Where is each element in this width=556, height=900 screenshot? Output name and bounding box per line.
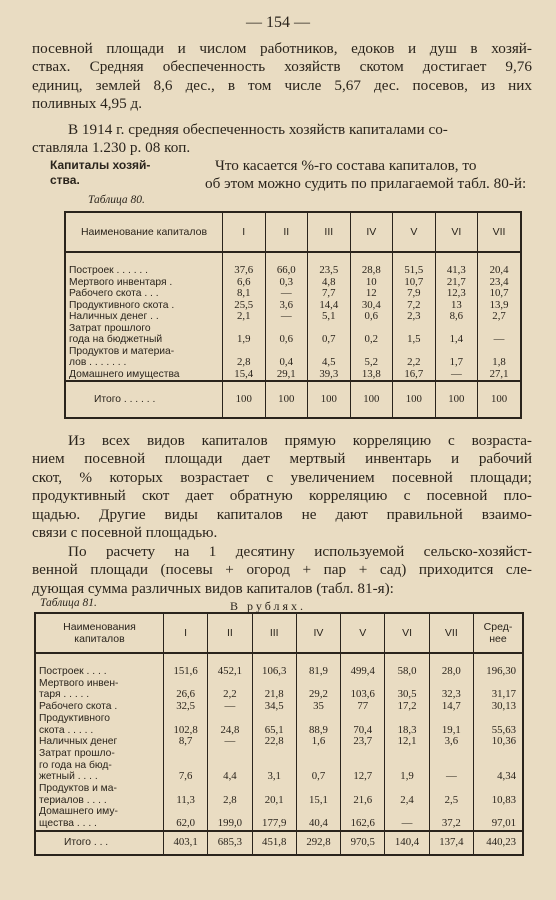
table-cell: 1,4 xyxy=(435,334,478,346)
table-cell: 34,5 xyxy=(252,701,296,713)
total-cell: 100 xyxy=(478,381,521,418)
table-cell: 39,3 xyxy=(308,369,351,382)
row-label: Наличных денег . . xyxy=(65,311,223,323)
table-cell: 13,9 xyxy=(478,300,521,312)
header-label: Наименования капиталов xyxy=(35,613,164,653)
table-cell: 29,1 xyxy=(265,369,308,382)
table-cell: — xyxy=(265,288,308,300)
total-cell: 100 xyxy=(435,381,478,418)
table-cell: 1,7 xyxy=(435,357,478,369)
text-line: По расчету на 1 десятину используемой сельско-хозяйст- xyxy=(68,543,532,560)
table-cell: 7,6 xyxy=(164,771,208,783)
row-label: Наличных денег xyxy=(35,736,164,748)
table-cell: 32,3 xyxy=(429,689,473,701)
table-cell: 1,6 xyxy=(296,736,340,748)
table-cell xyxy=(296,748,340,760)
total-cell: 140,4 xyxy=(385,831,429,855)
table-cell: 10,7 xyxy=(478,288,521,300)
table-cell xyxy=(164,713,208,725)
table-cell: 16,7 xyxy=(393,369,436,382)
column-header: V xyxy=(341,613,385,653)
table-cell: 103,6 xyxy=(341,689,385,701)
column-header: I xyxy=(164,613,208,653)
table-cell: 20,4 xyxy=(478,252,521,277)
table-cell: 2,5 xyxy=(429,795,473,807)
table-cell: 41,3 xyxy=(435,252,478,277)
table-cell: 15,1 xyxy=(296,795,340,807)
table-row xyxy=(35,818,523,831)
column-header: VI xyxy=(435,212,478,252)
table-cell xyxy=(474,713,524,725)
total-cell: 137,4 xyxy=(429,831,473,855)
table-cell: 452,1 xyxy=(208,653,252,678)
table-row xyxy=(65,357,521,369)
table-cell: 70,4 xyxy=(341,725,385,737)
table-cell: 13,8 xyxy=(350,369,393,382)
text-line: единиц, землей 8,6 дес., в том числе 5,67 дес. посевов, из них xyxy=(32,76,532,94)
table-cell: 0,3 xyxy=(265,277,308,289)
row-label: года на бюджетный xyxy=(65,334,223,346)
table-row xyxy=(35,701,523,713)
table-cell: 24,8 xyxy=(208,725,252,737)
table-cell: 151,6 xyxy=(164,653,208,678)
table-cell: 162,6 xyxy=(341,818,385,831)
table-cell: 23,5 xyxy=(308,252,351,277)
text-line: Из всех видов капиталов прямую корреляцию с возраста- xyxy=(68,432,532,449)
table-cell: 10,7 xyxy=(393,277,436,289)
table-cell: 3,6 xyxy=(265,300,308,312)
total-cell: 100 xyxy=(350,381,393,418)
table-cell: 37,6 xyxy=(223,252,266,277)
table-cell: 499,4 xyxy=(341,653,385,678)
column-header: VII xyxy=(429,613,473,653)
table-cell: 12 xyxy=(350,288,393,300)
table-cell: 7,7 xyxy=(308,288,351,300)
table-cell: 3,6 xyxy=(429,736,473,748)
row-label: Мертвого инвен- xyxy=(35,678,164,690)
table-cell: 88,9 xyxy=(296,725,340,737)
table-80 xyxy=(64,211,522,419)
row-label: Построек . . . . . . xyxy=(65,252,223,277)
table-cell: 1,9 xyxy=(385,771,429,783)
row-label: го года на бюд- xyxy=(35,760,164,772)
table-cell: 4,4 xyxy=(208,771,252,783)
table-cell: 20,1 xyxy=(252,795,296,807)
total-cell: 100 xyxy=(308,381,351,418)
table-cell: 5,2 xyxy=(350,357,393,369)
table-row xyxy=(35,736,523,748)
table-cell: 2,8 xyxy=(208,795,252,807)
table-cell: 4,34 xyxy=(474,771,524,783)
table-cell: 0,7 xyxy=(308,334,351,346)
table-cell: 2,3 xyxy=(393,311,436,323)
table-row xyxy=(35,771,523,783)
text-line: посевной площади и числом работников, едоков и душ в хозяй- xyxy=(32,40,532,57)
table-row xyxy=(35,713,523,725)
column-header: II xyxy=(208,613,252,653)
table-cell: 32,5 xyxy=(164,701,208,713)
table-cell: 58,0 xyxy=(385,653,429,678)
row-label: Продуктивного xyxy=(35,713,164,725)
table-81 xyxy=(34,612,524,856)
row-label: Продуктов и ма- xyxy=(35,783,164,795)
column-header: II xyxy=(265,212,308,252)
table-81-caption: Таблица 81. xyxy=(40,597,97,609)
row-label: лов . . . . . . . xyxy=(65,357,223,369)
table-cell: 10 xyxy=(350,277,393,289)
table-cell: — xyxy=(385,818,429,831)
column-header: I xyxy=(223,212,266,252)
table-cell: 62,0 xyxy=(164,818,208,831)
table-81-units: В рублях. xyxy=(230,599,307,613)
table-cell: 30,5 xyxy=(385,689,429,701)
column-header: V xyxy=(393,212,436,252)
table-row xyxy=(35,748,523,760)
text-line: продуктивный скот дает обратную корреляцию с посевной пло- xyxy=(32,487,532,505)
row-label: скота . . . . . xyxy=(35,725,164,737)
table-cell: 10,83 xyxy=(474,795,524,807)
total-cell: 100 xyxy=(265,381,308,418)
total-label: Итого . . . xyxy=(35,831,164,855)
table-row xyxy=(65,311,521,323)
row-label: Рабочего скота . . . xyxy=(65,288,223,300)
text-line: скот, % которых возрастает с увеличением посевной площади; xyxy=(32,468,532,486)
total-label: Итого . . . . . . xyxy=(65,381,223,418)
table-cell: 8,1 xyxy=(223,288,266,300)
table-cell: 8,7 xyxy=(164,736,208,748)
table-cell: 2,2 xyxy=(393,357,436,369)
header-label: Наименование капиталов xyxy=(65,212,223,252)
total-cell: 292,8 xyxy=(296,831,340,855)
text-line: поливных 4,95 д. xyxy=(32,95,143,113)
table-cell xyxy=(208,783,252,795)
table-row xyxy=(35,653,523,678)
table-cell: 51,5 xyxy=(393,252,436,277)
table-cell: 66,0 xyxy=(265,252,308,277)
table-cell: 28,0 xyxy=(429,653,473,678)
table-cell: 1,9 xyxy=(223,334,266,346)
table-row xyxy=(65,288,521,300)
table-cell xyxy=(208,748,252,760)
table-cell: 77 xyxy=(341,701,385,713)
table-cell xyxy=(474,783,524,795)
row-label: Затрат прошло- xyxy=(35,748,164,760)
row-label: Продуктивного скота . xyxy=(65,300,223,312)
table-cell: 2,4 xyxy=(385,795,429,807)
column-header: VI xyxy=(385,613,429,653)
table-cell: 40,4 xyxy=(296,818,340,831)
table-cell: 12,7 xyxy=(341,771,385,783)
row-label: таря . . . . . xyxy=(35,689,164,701)
total-cell: 451,8 xyxy=(252,831,296,855)
column-header: VII xyxy=(478,212,521,252)
row-label: жетный . . . . xyxy=(35,771,164,783)
total-cell: 440,23 xyxy=(474,831,524,855)
text-line: Что касается %-го состава капиталов, то xyxy=(215,157,477,174)
table-cell: 2,2 xyxy=(208,689,252,701)
table-cell: — xyxy=(478,334,521,346)
column-header: Сред-нее xyxy=(474,613,524,653)
paragraph-5 xyxy=(32,543,532,598)
table-header-row xyxy=(35,613,523,653)
paragraph-3 xyxy=(205,157,526,193)
table-cell: 8,6 xyxy=(435,311,478,323)
total-cell: 403,1 xyxy=(164,831,208,855)
table-row xyxy=(35,795,523,807)
table-cell: — xyxy=(208,736,252,748)
row-label: Затрат прошлого xyxy=(65,323,223,335)
table-80-caption: Таблица 80. xyxy=(88,194,145,206)
table-cell: 21,6 xyxy=(341,795,385,807)
row-label: Домашнего имущества xyxy=(65,369,223,382)
text-line: связи с посевной площадью. xyxy=(32,524,218,542)
table-cell: 30,13 xyxy=(474,701,524,713)
table-cell: 3,1 xyxy=(252,771,296,783)
table-cell: 81,9 xyxy=(296,653,340,678)
text-line: щадью. Другие виды капиталов не дают правильной взаимо- xyxy=(32,505,532,523)
table-cell xyxy=(385,713,429,725)
row-label: териалов . . . . xyxy=(35,795,164,807)
table-cell xyxy=(208,713,252,725)
table-cell xyxy=(474,748,524,760)
table-cell xyxy=(341,748,385,760)
row-label: Домашнего иму- xyxy=(35,806,164,818)
row-label: Продуктов и материа- xyxy=(65,346,223,358)
table-cell: 6,6 xyxy=(223,277,266,289)
table-cell: 199,0 xyxy=(208,818,252,831)
table-cell: 7,2 xyxy=(393,300,436,312)
table-cell: 27,1 xyxy=(478,369,521,382)
paragraph-4 xyxy=(32,432,532,542)
table-cell: 29,2 xyxy=(296,689,340,701)
table-cell: 21,8 xyxy=(252,689,296,701)
table-cell xyxy=(164,783,208,795)
table-cell: 28,8 xyxy=(350,252,393,277)
text-line: дующая сумма различных видов капиталов (табл. 81-я): xyxy=(32,579,394,597)
table-cell: 0,4 xyxy=(265,357,308,369)
table-cell: — xyxy=(435,369,478,382)
table-cell xyxy=(252,748,296,760)
table-cell: 55,63 xyxy=(474,725,524,737)
table-cell: 0,2 xyxy=(350,334,393,346)
row-label: Построек . . . . xyxy=(35,653,164,678)
table-cell: 37,2 xyxy=(429,818,473,831)
total-row xyxy=(65,381,521,418)
column-header: III xyxy=(308,212,351,252)
table-row xyxy=(65,334,521,346)
table-cell: 2,7 xyxy=(478,311,521,323)
table-cell: 4,8 xyxy=(308,277,351,289)
margin-note xyxy=(50,158,190,188)
table-cell: — xyxy=(265,311,308,323)
table-row xyxy=(65,369,521,382)
table-cell: 5,1 xyxy=(308,311,351,323)
text-line: ствах. Средняя обеспеченность хозяйств скотом достигает 9,76 xyxy=(32,58,532,76)
table-cell: 15,4 xyxy=(223,369,266,382)
total-row xyxy=(35,831,523,855)
table-cell: 7,9 xyxy=(393,288,436,300)
text-line: ставляла 1.230 р. 08 коп. xyxy=(32,139,191,157)
table-cell xyxy=(429,713,473,725)
text-line: об этом можно судить по прилагаемой табл. 80-й: xyxy=(205,175,527,192)
table-cell xyxy=(296,713,340,725)
table-cell: 13 xyxy=(435,300,478,312)
table-cell: 12,3 xyxy=(435,288,478,300)
row-label: Рабочего скота . xyxy=(35,701,164,713)
table-cell: 25,5 xyxy=(223,300,266,312)
table-cell: 0,6 xyxy=(265,334,308,346)
total-cell: 100 xyxy=(393,381,436,418)
table-cell: 0,6 xyxy=(350,311,393,323)
text-line: В 1914 г. средняя обеспеченность хозяйств капиталами со- xyxy=(68,121,448,138)
table-cell: 14,4 xyxy=(308,300,351,312)
table-cell: 177,9 xyxy=(252,818,296,831)
table-cell: 4,5 xyxy=(308,357,351,369)
column-header: IV xyxy=(350,212,393,252)
table-cell: 10,36 xyxy=(474,736,524,748)
table-cell: 1,8 xyxy=(478,357,521,369)
table-cell: 2,1 xyxy=(223,311,266,323)
page-number: — 154 — xyxy=(246,14,310,31)
table-cell: 22,8 xyxy=(252,736,296,748)
table-cell: 35 xyxy=(296,701,340,713)
paragraph-2 xyxy=(32,121,532,158)
table-cell xyxy=(385,748,429,760)
text-line: венной площади (посевы + огород + пар + сад) приходится сле- xyxy=(32,561,532,579)
table-cell: 23,7 xyxy=(341,736,385,748)
column-header: IV xyxy=(296,613,340,653)
total-cell: 685,3 xyxy=(208,831,252,855)
total-cell: 100 xyxy=(223,381,266,418)
table-cell xyxy=(252,713,296,725)
table-cell: 21,7 xyxy=(435,277,478,289)
table-cell: 2,8 xyxy=(223,357,266,369)
table-cell: 11,3 xyxy=(164,795,208,807)
table-cell xyxy=(429,783,473,795)
column-header: III xyxy=(252,613,296,653)
table-cell xyxy=(296,783,340,795)
table-cell xyxy=(385,783,429,795)
margin-note-line: ства. xyxy=(50,173,80,187)
table-cell xyxy=(341,713,385,725)
row-label: щества . . . . xyxy=(35,818,164,831)
paragraph-1 xyxy=(32,40,532,114)
text-line: нием посевной площади дает мертвый инвентарь и рабочий xyxy=(32,450,532,468)
table-cell: 65,1 xyxy=(252,725,296,737)
table-cell: — xyxy=(429,771,473,783)
table-cell: 12,1 xyxy=(385,736,429,748)
table-cell: 30,4 xyxy=(350,300,393,312)
table-header-row xyxy=(65,212,521,252)
table-row xyxy=(35,783,523,795)
table-cell: 31,17 xyxy=(474,689,524,701)
table-cell: 1,5 xyxy=(393,334,436,346)
table-cell: 19,1 xyxy=(429,725,473,737)
table-cell: 17,2 xyxy=(385,701,429,713)
table-cell xyxy=(429,748,473,760)
table-cell: 106,3 xyxy=(252,653,296,678)
table-cell: 23,4 xyxy=(478,277,521,289)
margin-note-line: Капиталы хозяй- xyxy=(50,158,151,172)
table-row xyxy=(65,252,521,277)
table-cell: 102,8 xyxy=(164,725,208,737)
total-cell: 970,5 xyxy=(341,831,385,855)
row-label: Мертвого инвентаря . xyxy=(65,277,223,289)
table-cell xyxy=(341,783,385,795)
table-cell: 97,01 xyxy=(474,818,524,831)
table-cell: 26,6 xyxy=(164,689,208,701)
table-cell: — xyxy=(208,701,252,713)
table-cell xyxy=(252,783,296,795)
table-cell: 0,7 xyxy=(296,771,340,783)
table-cell xyxy=(164,748,208,760)
table-cell: 18,3 xyxy=(385,725,429,737)
table-cell: 14,7 xyxy=(429,701,473,713)
table-cell: 196,30 xyxy=(474,653,524,678)
